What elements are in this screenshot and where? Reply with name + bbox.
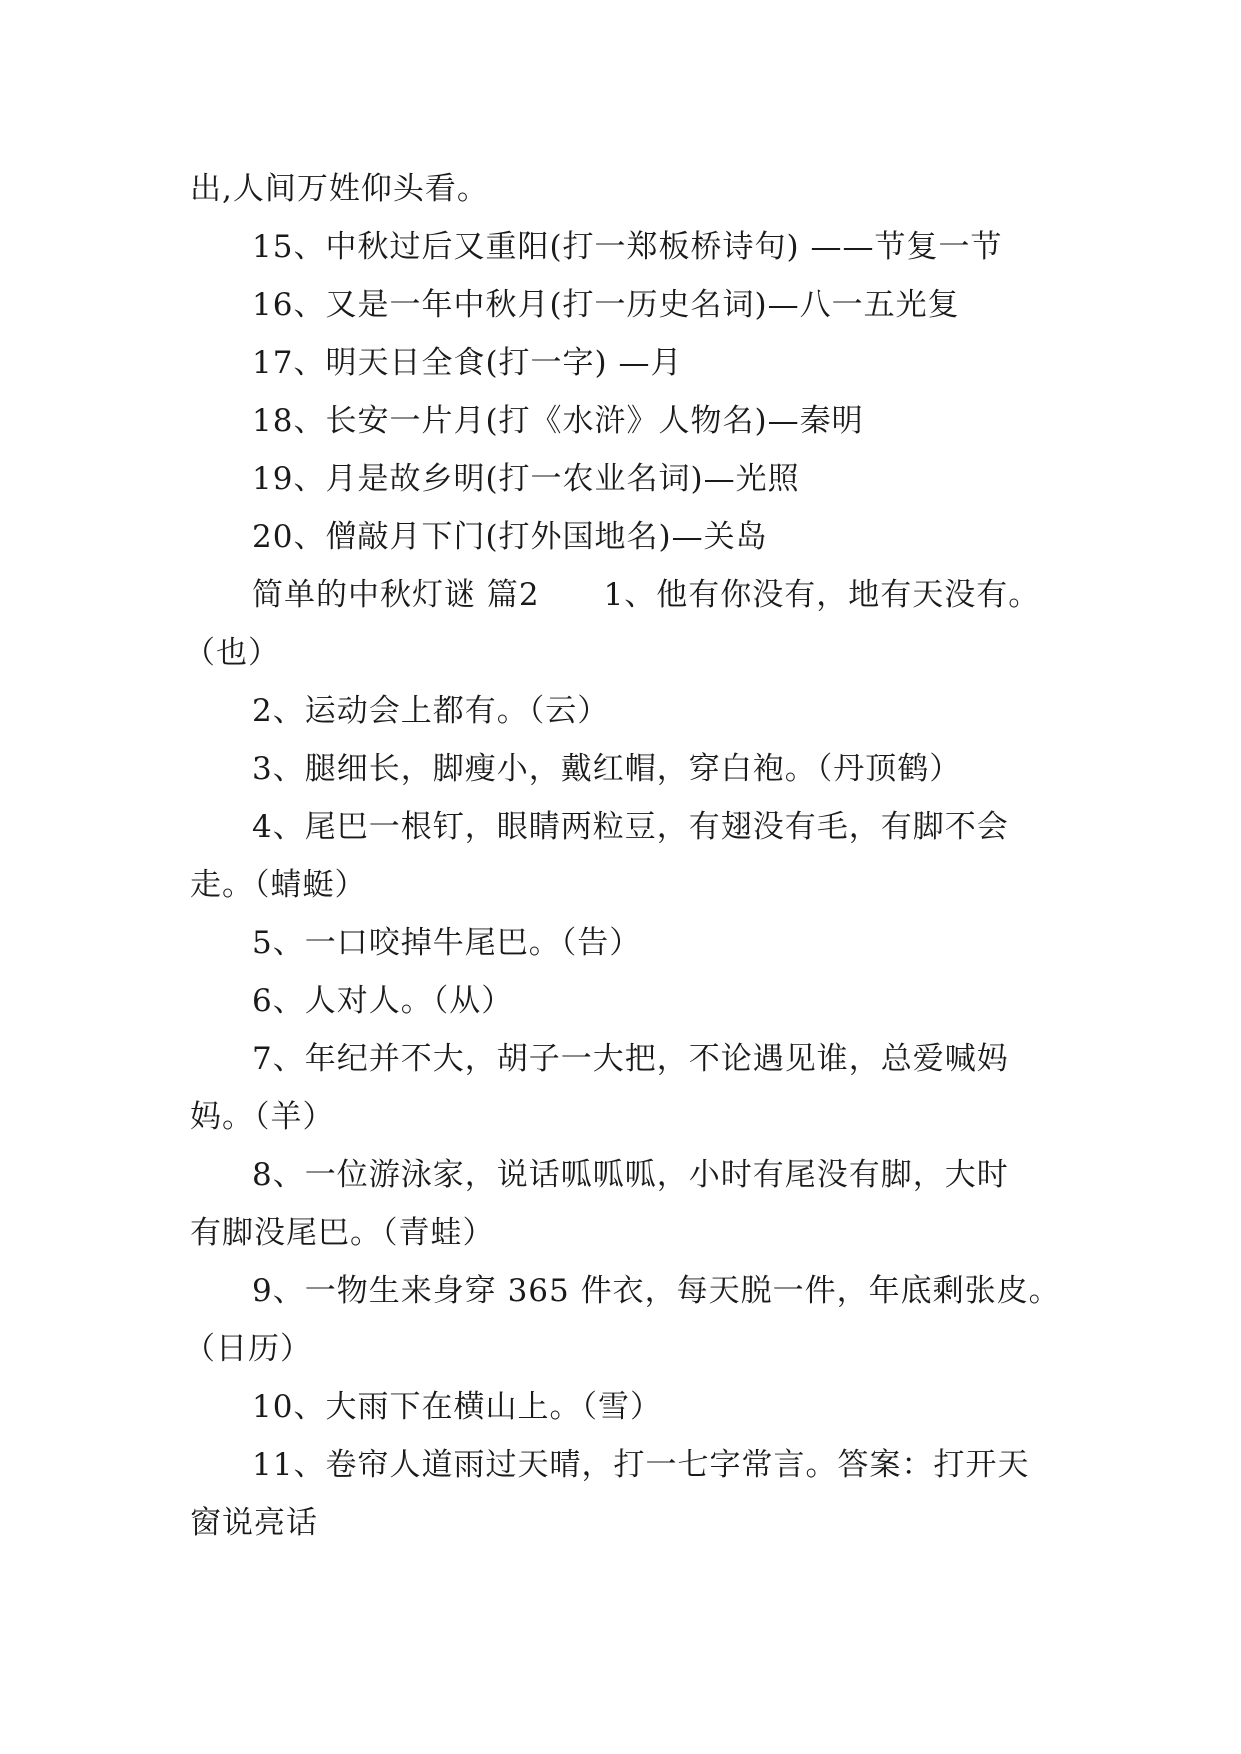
riddle-line-17: 17、明天日全食(打一字) —月 [252, 345, 683, 381]
riddle-item-9-cont: （日历） [184, 1331, 312, 1367]
riddle-item-6: 6、人对人。（从） [252, 983, 514, 1019]
riddle-item-7: 7、年纪并不大，胡子一大把，不论遇见谁，总爱喊妈 [252, 1041, 1009, 1077]
riddle-line-20: 20、僧敲月下门(打外国地名)—关岛 [252, 519, 768, 555]
riddle-item-9: 9、一物生来身穿 365 件衣，每天脱一件，年底剩张皮。 [252, 1273, 1061, 1309]
text-line: 出,人间万姓仰头看。 [190, 171, 489, 207]
riddle-line-18: 18、长安一片月(打《水浒》人物名)—秦明 [252, 403, 864, 439]
section-title: 简单的中秋灯谜 篇2 [252, 577, 540, 613]
section-heading-line [190, 566, 1095, 624]
riddle-item-1: 1、他有你没有，地有天没有。 [603, 577, 1041, 613]
riddle-item-4-cont: 走。（蜻蜓） [190, 867, 367, 903]
riddle-line-15: 15、中秋过后又重阳(打一郑板桥诗句) ——节复一节 [252, 229, 1003, 265]
riddle-line-16: 16、又是一年中秋月(打一历史名词)—八一五光复 [252, 287, 960, 323]
riddle-item-5: 5、一口咬掉牛尾巴。（告） [252, 925, 642, 961]
riddle-item-10: 10、大雨下在横山上。（雪） [252, 1389, 662, 1425]
riddle-item-4: 4、尾巴一根钉，眼睛两粒豆，有翅没有毛，有脚不会 [252, 809, 1009, 845]
riddle-item-2: 2、运动会上都有。（云） [252, 693, 610, 729]
riddle-item-7-cont: 妈。（羊） [190, 1099, 335, 1135]
document-body [184, 160, 1095, 1552]
riddle-item-11: 11、卷帘人道雨过天晴，打一七字常言。答案：打开天 [252, 1447, 1030, 1483]
riddle-line-19: 19、月是故乡明(打一农业名词)—光照 [252, 461, 800, 497]
riddle-item-3: 3、腿细长，脚瘦小，戴红帽，穿白袍。（丹顶鹤） [252, 751, 962, 787]
riddle-item-11-cont: 窗说亮话 [190, 1505, 318, 1541]
riddle-item-8-cont: 有脚没尾巴。（青蛙） [190, 1215, 495, 1251]
riddle-item-8: 8、一位游泳家，说话呱呱呱，小时有尾没有脚，大时 [252, 1157, 1009, 1193]
riddle-item-1-answer: （也） [184, 635, 280, 671]
